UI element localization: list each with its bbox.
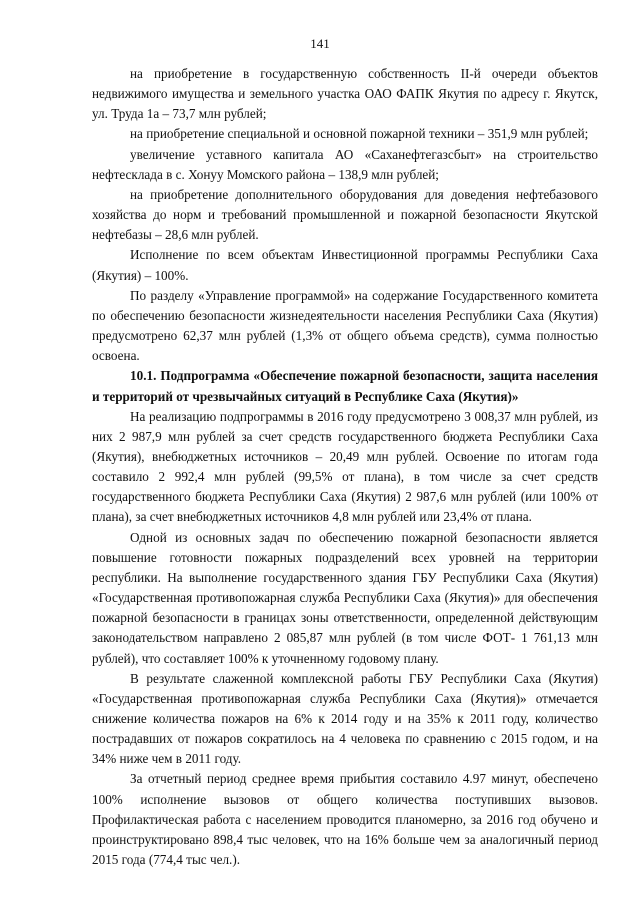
paragraph-fire-equipment: на приобретение специальной и основной пожарной техники – 351,9 млн рублей; bbox=[130, 126, 589, 142]
section-heading: 10.1. Подпрограмма «Обеспечение пожарной безопасности, защита населения и территорий от чрезвычайных ситуаций в Республике Саха (Якутия)» bbox=[92, 368, 598, 404]
paragraph-investment-execution: Исполнение по всем объектам Инвестиционной программы Республики Саха (Якутия) – 100%. bbox=[92, 247, 598, 283]
paragraph-fire-safety-tasks: Одной из основных задач по обеспечению пожарной безопасности является повышение готовности пожарных подразделений всех уровней на территории республики. На выполнение государственного здания ГБУ Республики Саха (Якутия) «Государственная противопожарная служба Республики Саха (Якутия)» для обеспечения пожарной безопасности в границах зоны ответственности, определенной действующим законодательством направлено 2 085,87 млн рублей (в том числе ФОТ- 1 761,13 млн рублей), что составляет 100% к уточненному годовому плану. bbox=[92, 529, 598, 666]
document-body bbox=[92, 64, 598, 870]
paragraph-response-time: За отчетный период среднее время прибытия составило 4.97 минут, обеспечено 100% исполнение вызовов от общего количества поступивших вызовов. Профилактическая работа с населением проводится планомерно, за 2016 год обучено и проинструктировано 898,4 тыс человек, что на 16% больше чем за аналогичный период 2015 года (774,4 тыс чел.). bbox=[92, 771, 598, 868]
paragraph-authorized-capital: увеличение уставного капитала АО «Саханефтегазсбыт» на строительство нефтесклада в с. Хонуу Момского района – 138,9 млн рублей; bbox=[92, 146, 598, 182]
page-number: 141 bbox=[310, 36, 330, 51]
paragraph-results: В результате слаженной комплексной работы ГБУ Республики Саха (Якутия) «Государственная противопожарная служба Республики Саха (Якутия)» отмечается снижение количества пожаров на 6% к 2014 году и на 35% к 2011 году, количество пострадавших от пожаров сократилось на 4 человека по сравнению с 2015 годом, и на 34% ниже чем в 2011 году. bbox=[92, 670, 598, 767]
paragraph-program-management: По разделу «Управление программой» на содержание Государственного комитета по обеспечению безопасности жизнедеятельности населения Республики Саха (Якутия) предусмотрено 62,37 млн рублей (1,3% от общего объема средств), сумма полностью освоена. bbox=[92, 287, 598, 364]
paragraph-additional-equipment: на приобретение дополнительного оборудования для доведения нефтебазового хозяйства до норм и требований промышленной и пожарной безопасности Якутской нефтебазы – 28,6 млн рублей. bbox=[92, 186, 598, 243]
paragraph-property-acquisition: на приобретение в государственную собственность II-й очереди объектов недвижимого имущества и земельного участка ОАО ФАПК Якутия по адресу г. Якутск, ул. Труда 1а – 73,7 млн рублей; bbox=[92, 66, 598, 122]
paragraph-subprogram-funding: На реализацию подпрограммы в 2016 году предусмотрено 3 008,37 млн рублей, из них 2 987,9 млн рублей за счет средств государственного бюджета Республики Саха (Якутия), внебюджетных источников – 20,49 млн рублей. Освоение по итогам года составило 2 992,4 млн рублей (99,5% от плана), в том числе за счет средств государственного бюджета Республики Саха (Якутия) 2 987,6 млн рублей (или 100% от плана), за счет внебюджетных источников 4,8 млн рублей или 23,4% от плана. bbox=[92, 408, 598, 525]
